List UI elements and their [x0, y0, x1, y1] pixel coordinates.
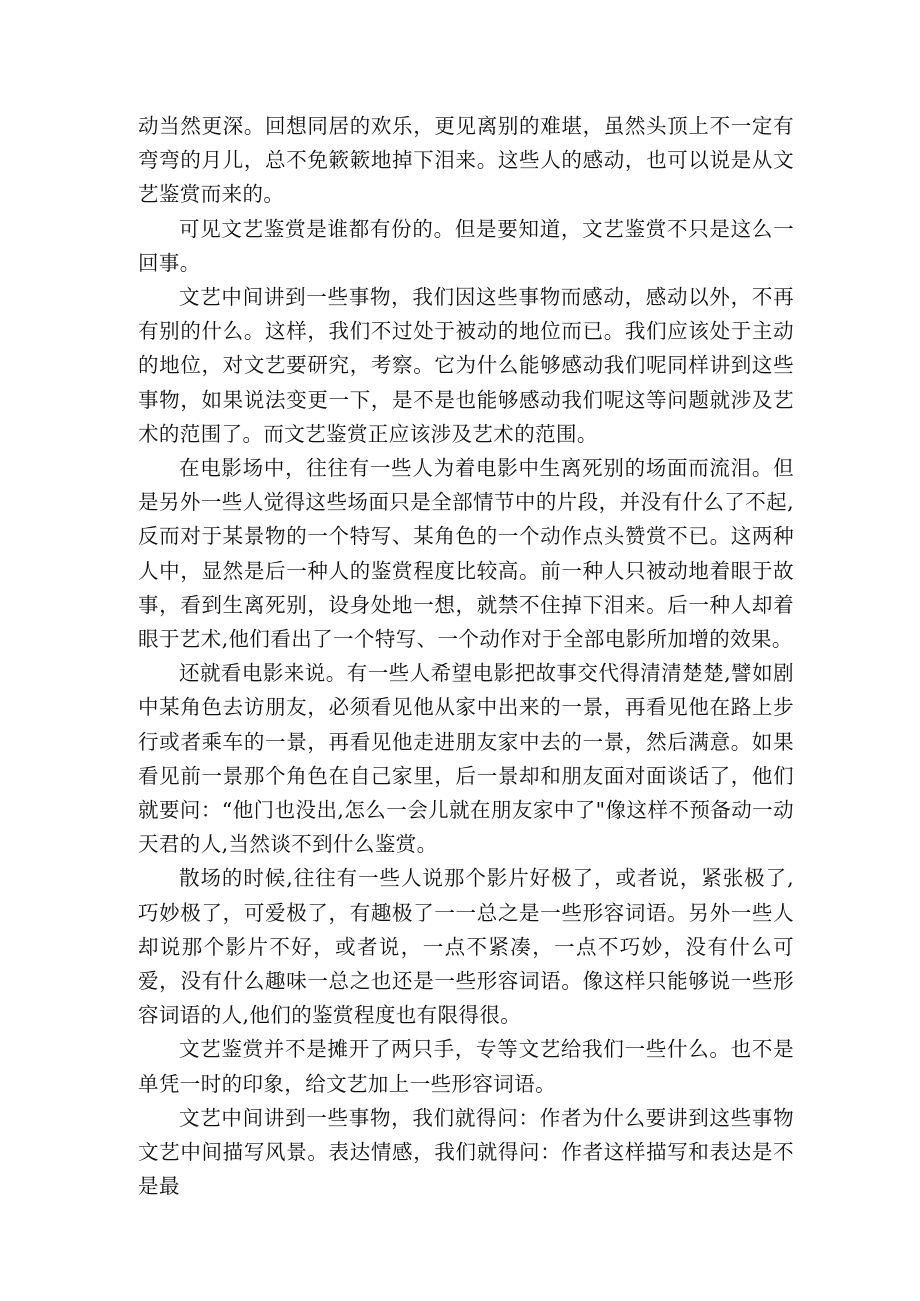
paragraph: 文艺中间讲到一些事物，我们因这些事物而感动，感动以外，不再有别的什么。这样，我们不过处于被动的地位而已。我们应该处于主动的地位，对文艺要研究，考察。它为什么能够感动我们呢同样讲到这些事物，如果说法变更一下，是不是也能够感动我们呢这等问题就涉及艺术的范围了。而文艺鉴赏正应该涉及艺术的范围。: [138, 285, 794, 446]
paragraph: 动当然更深。回想同居的欢乐，更见离别的难堪，虽然头顶上不一定有弯弯的月儿，总不免簌簌地掉下泪来。这些人的感动，也可以说是从文艺鉴赏而来的。: [138, 114, 794, 207]
paragraph: 文艺鉴赏并不是摊开了两只手，专等文艺给我们一些什么。也不是单凭一时的印象，给文艺加上一些形容词语。: [138, 1037, 794, 1096]
paragraph: 可见文艺鉴赏是谁都有份的。但是要知道，文艺鉴赏不只是这么一回事。: [138, 216, 794, 275]
body-text: [138, 109, 794, 1204]
paragraph: 散场的时候,往往有一些人说那个影片好极了，或者说，紧张极了,巧妙极了，可爱极了，有趣极了一一总之是一些形容词语。另外一些人却说那个影片不好，或者说，一点不紧凑，一点不巧妙，没有什么可爱，没有什么趣味一总之也还是一些形容词语。像这样只能够说一些形容词语的人,他们的鉴赏程度也有限得很。: [138, 866, 794, 1028]
paragraph: 还就看电影来说。有一些人希望电影把故事交代得清清楚楚,譬如剧中某角色去访朋友，必须看见他从家中出来的一景，再看见他在路上步行或者乘车的一景，再看见他走进朋友家中去的一景，然后满意。如果看见前一景那个角色在自己家里，后一景却和朋友面对面谈话了，他们就要问：“他门也没出,怎么一会儿就在朋友家中了"像这样不预备动一动天君的人,当然谈不到什么鉴赏。: [138, 661, 794, 857]
paragraph: 在电影场中，往往有一些人为着电影中生离死别的场面而流泪。但是另外一些人觉得这些场面只是全部情节中的片段，并没有什么了不起,反而对于某景物的一个特写、某角色的一个动作点头赞赏不已。这两种人中，显然是后一种人的鉴赏程度比较高。前一种人只被动地着眼于故事，看到生离死别，设身处地一想，就禁不住掉下泪来。后一种人却着眼于艺术,他们看出了一个特写、一个动作对于全部电影所加增的效果。: [138, 456, 794, 652]
paragraph: 文艺中间讲到一些事物，我们就得问：作者为什么要讲到这些事物文艺中间描写风景。表达情感，我们就得问：作者这样描写和表达是不是最: [138, 1105, 794, 1199]
